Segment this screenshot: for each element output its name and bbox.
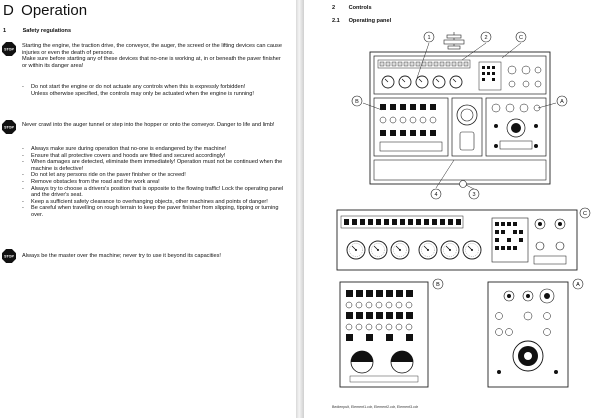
section-title: Operating panel [348,18,392,24]
stop-sign-label: STOP [4,254,14,259]
chapter-title: Controls [348,5,372,11]
bullet-list-1 [22,84,284,97]
warning-block-2 [22,122,284,129]
callout-b: B [355,99,359,105]
callout-1: 1 [427,35,431,41]
callout-4: 4 [434,192,438,198]
warning-block-1 [22,43,284,69]
right-page [304,0,600,418]
stop-sign-label: STOP [4,125,14,130]
callout-2: 2 [484,35,488,41]
list-item: - Always make sure during operation that no-one is endangered by the machine! [22,146,284,153]
section-number: 1 [3,28,7,34]
detail-c-label: C [583,211,587,217]
callout-3: 3 [472,192,476,198]
chapter-number: 2 [332,5,336,11]
list-item-continuation: Unless otherwise specified, the controls may only be actuated when the engine is running! [31,90,254,97]
paragraph: Make sure before starting any of these devices that no-one is working at, in or beneath the paver finisher or within its danger area! [22,56,281,69]
list-item: - Keep a sufficient safety clearance to overhanging objects, other machines and points of danger! [22,199,284,206]
warning-block-3 [22,253,284,260]
section-heading [3,28,71,34]
panel-detail-a [488,279,583,387]
stop-sign-icon [2,42,16,56]
panel-overview [352,32,567,199]
left-page [0,0,296,418]
stop-sign-icon [2,120,16,134]
panel-detail-b [340,279,443,387]
section-number: 2.1 [332,18,340,24]
detail-b-label: B [436,282,440,288]
bullet-list-2 [22,146,284,219]
callout-c: C [519,35,523,41]
detail-a-label: A [576,282,580,288]
paragraph: Always be the master over the machine; never try to use it beyond its capacities! [22,253,221,259]
list-item: - Always try to choose a drivers's position that is opposite to the flowing traffic! Lock the operating panel and the driver's seat. [22,186,284,199]
stop-sign-icon [2,249,16,263]
list-item: - Ensure that all protective covers and hoods are fitted and secured accordingly! [22,153,284,160]
chapter-title-text: Operation [21,2,88,19]
list-item: - Do not let any persons ride on the paver finisher or the screed! [22,172,284,179]
paragraph: Never crawl into the auger tunnel or step into the hopper or onto the conveyor. Danger to life and limb! [22,122,275,128]
page-gutter [296,0,304,418]
chapter-title [3,2,87,19]
list-item: - Do not start the engine or do not actuate any controls when this is expressly forbidden! [22,84,284,91]
list-item: - Be careful when travelling on rough terrain to keep the paver finisher from slipping, tipping or turning over. [22,205,284,218]
panel-detail-c [337,208,590,270]
chapter-letter: D [3,2,14,19]
stop-sign-label: STOP [4,47,14,52]
figure-source-footer: Bedienpult, Element1.cdr, Element2.cdr, Element3.cdr [332,405,419,409]
operating-panel-drawing [304,0,600,418]
callout-a: A [560,99,564,105]
paragraph: Starting the engine, the traction drive, the conveyor, the auger, the screed or the lifting devices can cause injuries or even the death of persons. [22,43,282,56]
section-title: Safety regulations [22,28,72,34]
list-item: - Remove obstacles from the road and the work area! [22,179,284,186]
list-item: - When damages are detected, eliminate them immediately! Operation must not be continued when the machine is defective! [22,159,284,172]
